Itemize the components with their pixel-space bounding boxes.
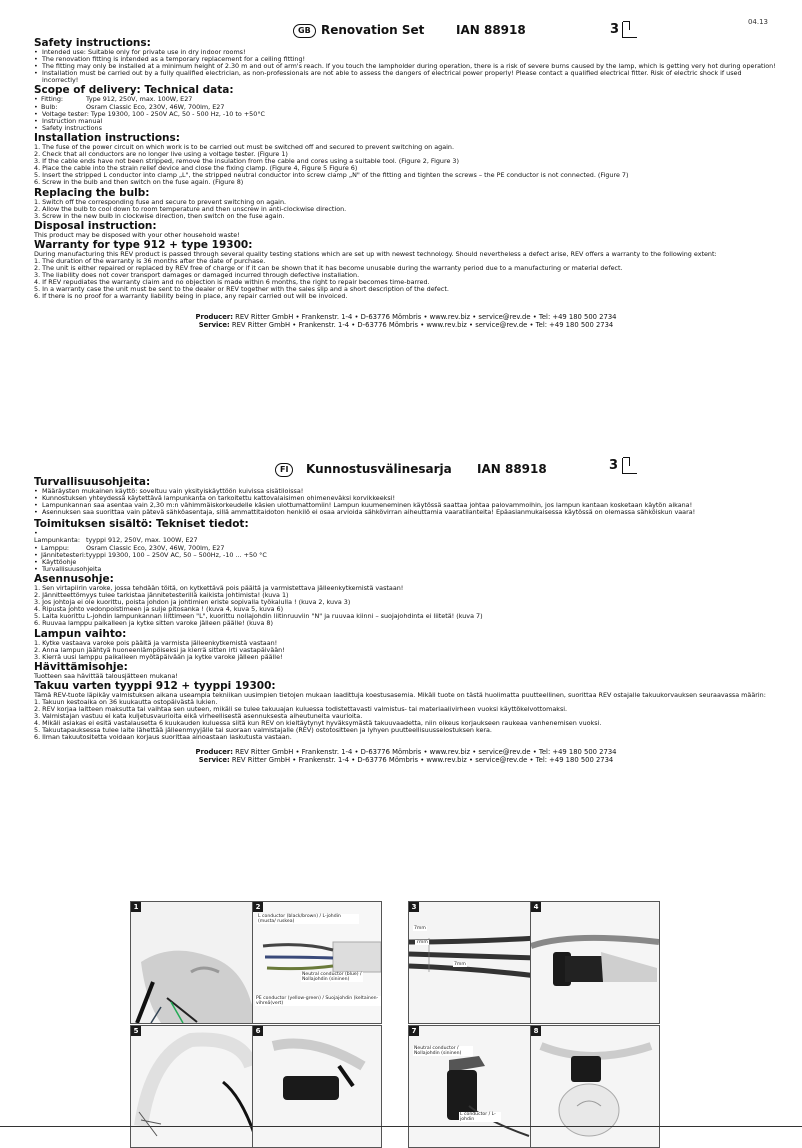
product-title-fi: Kunnostusvälinesarja (306, 462, 452, 476)
install-heading-fi: Asennusohje: (34, 572, 114, 585)
install-step: 6. Screw in the bulb and then switch on the fuse again. (Figure 8) (34, 178, 244, 187)
bottom-rule (0, 1126, 802, 1127)
figure-6-illustration (253, 1026, 381, 1147)
service-line (34, 321, 778, 329)
figure-number: 5 (131, 1026, 141, 1036)
install-step: 2. Check that all conductors are no longer live using a voltage tester. (Figure 1) (34, 150, 288, 159)
producer-line (34, 313, 778, 321)
install-step: 3. If the cable ends have not been stripped, remove the insulation from the cable and cores using a suitable tool. (Figure 2, Figure 3) (34, 157, 459, 166)
l-conductor-label: L conductor (black/brown) / L-johdin (musta/ ruskea) (257, 914, 359, 924)
figure-number: 2 (253, 902, 263, 912)
safety-item: • The fitting may only be installed at a minimum height of 2.30 m and out of arm's reach. If you touch the lampholder during operation, there is a risk of severe burns caused by the lamp, which is getting very hot during operation! (34, 63, 778, 70)
delivery-heading-fi: Toimituksen sisältö: Tekniset tiedot: (34, 518, 249, 531)
figure-4-illustration (531, 902, 659, 1023)
replace-step: 1. Switch off the corresponding fuse and secure to prevent switching on again. (34, 197, 287, 206)
safety-item: • Intended use: Suitable only for private use in dry indoor rooms! (34, 49, 778, 56)
page-corner-icon (622, 22, 637, 38)
disposal-heading-fi: Hävittämisohje: (34, 660, 128, 673)
figure-5-illustration (131, 1026, 259, 1147)
figure-number: 3 (409, 902, 419, 912)
page-number-en: 3 (610, 22, 620, 37)
warranty-heading-en: Warranty for type 912 + type 19300: (34, 238, 253, 251)
producer-block-fi (34, 748, 778, 764)
warranty-item: 4. Mikäli asiakas ei esitä vastalausetta 6 kuukauden kuluessa siitä kun REV on kieltäytynyt hyväksymästä takuuvaadetta, niin oikeus korjaukseen raukeaa vanhenemisen vuoksi. (34, 719, 602, 728)
warranty-intro: During manufacturing this REV product is passed through several quality testing stations which are set up with newest technology. Should nevertheless a defect arise, REV offers a warranty to the following extent: (34, 249, 717, 258)
warranty-heading-fi: Takuu varten tyyppi 912 + tyyppi 19300: (34, 679, 276, 692)
warranty-item: 5. In a warranty case the unit must be sent to the dealer or REV together with the sales slip and a short description of the defect. (34, 285, 449, 294)
page-corner-icon (622, 458, 637, 474)
service-label: Service: (198, 320, 230, 329)
delivery-item: • Voltage tester: Type 19300, 100 - 250V AC, 50 - 500 Hz, -10 to +50°C (34, 111, 778, 118)
figure-7 (408, 1025, 538, 1148)
replace-step: 1. Kytke vastaava varoke pois päältä ja varmista jälleenkytkemistä vastaan! (34, 638, 278, 647)
install-heading-en: Installation instructions: (34, 131, 180, 144)
delivery-value: tyyppi 19300, 100 – 250V AC, 50 – 500Hz, -10 ... +50 °C (86, 550, 267, 559)
service-label: Service: (198, 755, 230, 764)
delivery-item: • Instruction manual (34, 118, 778, 125)
install-step: 5. Laita kuorittu L-johdin lampunkannan liittimeen "L", kuorittu nollajohdin liitinruuviin "N" ja ruuvaa kiinni – suojajohdinta ei liitetä! (kuva 7) (34, 612, 483, 621)
delivery-item: • Käyttöohje (34, 559, 778, 566)
figure-3 (408, 901, 538, 1024)
strip-length-label: 7mm (416, 940, 428, 945)
safety-heading-en: Safety instructions: (34, 37, 151, 49)
strip-length-label: 7mm (454, 962, 466, 967)
figure-5 (130, 1025, 260, 1148)
producer-address: REV Ritter GmbH • Frankenstr. 1-4 • D-63776 Mömbris • www.rev.biz • service@rev.de • Tel: +49 180 500 2734 (235, 312, 617, 321)
warranty-item: 6. Ilman takuutositetta voidaan korjaus suorittaa ainoastaan laskutusta vastaan. (34, 733, 292, 742)
install-step: 6. Ruuvaa lamppu paikalleen ja kytke sitten varoke jälleen päälle! (kuva 8) (34, 619, 273, 628)
l-conductor-label: L conductor / L-johdin (459, 1112, 501, 1122)
safety-heading-fi: Turvallisuusohjeita: (34, 476, 151, 488)
replace-step: 2. Anna lampun jäähtyä huoneenlämpöiseksi ja kierrä sitten irti vastapäivään! (34, 645, 285, 654)
replace-heading-en: Replacing the bulb: (34, 186, 150, 199)
strip-length-label: 7mm (414, 926, 426, 931)
delivery-item: • Safety instructions (34, 125, 778, 132)
install-step: 1. Sen virtapiirin varoke, jossa tehdään töitä, on kytkettävä pois päältä ja varmistettava jälleenkytkemistä vastaan! (34, 583, 404, 592)
warranty-item: 1. Takuun kestoaika on 36 kuukautta ostopäivästä lukien. (34, 697, 218, 706)
replace-step: 3. Screw in the new bulb in clockwise direction, then switch on the fuse again. (34, 211, 285, 220)
safety-item: • Kunnostuksen yhteydessä käytettävä lampunkanta on tarkoitettu kattovalaisimen ohimeneväksi korvikkeeksi! (34, 495, 778, 502)
install-step: 5. Insert the stripped L conductor into clamp „L", the stripped neutral conductor into screw clamp „N" of the fitting and tighten the screws – the PE conductor is not connected. (Figure 7) (34, 171, 629, 180)
warranty-item: 6. If there is no proof for a warranty liability being in place, any repair carried out will be invoiced. (34, 292, 348, 301)
warranty-item: 2. The unit is either repaired or replaced by REV free of charge or if it can be shown that it has become unusable during the warranty period due to a manufacturing or material defect. (34, 264, 623, 273)
delivery-key: • Bulb: (34, 104, 86, 111)
delivery-key: • Fitting: (34, 96, 86, 103)
figure-6 (252, 1025, 382, 1148)
delivery-value: Osram Classic Eco, 230V, 46W, 700lm, E27 (86, 102, 225, 111)
service-address: REV Ritter GmbH • Frankenstr. 1-4 • D-63776 Mömbris • www.rev.biz • service@rev.de • Tel: +49 180 500 2734 (231, 320, 614, 329)
warranty-item: 2. REV korjaa laitteen maksutta tai vaihtaa sen uuteen, mikäli se tulee takuuajan kuluessa todistettavasti valmistus- tai materiaalivirheen vuoksi käyttökelvottomaksi. (34, 705, 568, 714)
figure-number: 7 (409, 1026, 419, 1036)
producer-label: Producer: (195, 312, 233, 321)
disposal-heading-en: Disposal instruction: (34, 219, 157, 232)
warranty-item: 3. The liability does not cover transport damages or damaged incurred through defective installation. (34, 271, 360, 280)
delivery-heading-en: Scope of delivery: Technical data: (34, 84, 234, 97)
producer-line (34, 748, 778, 756)
delivery-key: • Lampunkanta: (34, 530, 86, 544)
replace-step: 2. Allow the bulb to cool down to room temperature and then unscrew in anti-clockwise direction. (34, 204, 347, 213)
figure-8 (530, 1025, 660, 1148)
replace-step: 3. Kierrä uusi lamppu paikalleen myötäpäivään ja kytke varoke jälleen päälle! (34, 652, 283, 661)
delivery-item (34, 530, 778, 544)
warranty-intro: Tämä REV-tuote läpikäy valmistuksen aikana useampia tekniikan uusimpien tietojen mukaan laadittuja koestusasemia. Mikäli tuote on tästä huolimatta puutteellinen, suorittaa REV ostajalle takuukorvauksen seuraavassa määrin: (34, 690, 766, 699)
figure-1-illustration (131, 902, 259, 1023)
pe-conductor-label: PE conductor (yellow-green) / Suojajohdin (keltainen-vihreä(vert) (255, 996, 381, 1006)
figure-1 (130, 901, 260, 1024)
warranty-item: 4. If REV repudiates the warranty claim and no objection is made within 6 months, the right to repair becomes time-barred. (34, 278, 430, 287)
disposal-text: This product may be disposed with your other household waste! (34, 230, 240, 239)
delivery-value: tyyppi 912, 250V, max. 100W, E27 (86, 536, 198, 545)
finnish-section (34, 476, 778, 764)
warranty-item: 1. The duration of the warranty is 36 months after the date of purchase. (34, 256, 266, 265)
print-date: 04.13 (747, 18, 768, 26)
delivery-item (34, 552, 778, 559)
figure-7-illustration (409, 1026, 537, 1147)
install-step: 2. Jännitteettömyys tulee tarkistaa jännitetesterillä kaikista johtimista! (kuva 1) (34, 591, 289, 600)
english-section (34, 37, 778, 329)
warranty-item: 5. Takuutapauksessa tulee laite lähettää jälleenmyyjälle tai suoraan valmistajalle (REV) ostotositteen ja lyhyen puutteellisuusselostuksen kera. (34, 726, 492, 735)
delivery-value: Type 912, 250V, max. 100W, E27 (86, 95, 193, 104)
neutral-conductor-label: Neutral conductor (blue) / Nollajohdin (sininen) (302, 972, 362, 983)
delivery-key: • Jännitetesteri: (34, 552, 86, 559)
ian-number-en: IAN 88918 (456, 23, 526, 37)
figure-number: 4 (531, 902, 541, 912)
safety-item: • Lampunkannan saa asentaa vain 2,30 m:n vähimmäiskorkeudelle käsien ulottumattomiin! Lampun kuumeneminen käytössä saattaa johtaa palovammoihin, jos lampun kantaan kosketaan käytön aikana! (34, 502, 778, 509)
producer-address: REV Ritter GmbH • Frankenstr. 1-4 • D-63776 Mömbris • www.rev.biz • service@rev.de • Tel: +49 180 500 2734 (235, 747, 617, 756)
figure-8-illustration (531, 1026, 659, 1147)
install-step: 3. Jos johtoja ei ole kuorittu, poista johdon ja johtimien eriste sopivalla työkalulla ! (kuva 2, kuva 3) (34, 598, 351, 607)
figure-4 (530, 901, 660, 1024)
replace-heading-fi: Lampun vaihto: (34, 627, 127, 640)
delivery-value: Osram Classic Eco, 230V, 46W, 700lm, E27 (86, 543, 225, 552)
figure-2 (252, 901, 382, 1024)
install-step: 1. The fuse of the power circuit on which work is to be carried out must be switched off and secured to prevent switching on again. (34, 142, 454, 151)
producer-block-en (34, 313, 778, 329)
neutral-conductor-label: Neutral conductor / Nollajohdin (sininen) (413, 1046, 473, 1056)
disposal-text: Tuotteen saa hävittää talousjätteen mukana! (34, 671, 178, 680)
safety-item: • Määräysten mukainen käyttö: soveltuu vain yksityiskäyttöön kuivissa sisätiloissa! (34, 488, 778, 495)
figure-number: 8 (531, 1026, 541, 1036)
safety-item: • Asennuksen saa suorittaa vain pätevä sähköasentaja, sillä ammattitaidoton henkilö ei osaa arvioida sähkövirran aiheuttamia vaaratilanteita! Epäasianmukaisessa käytössä on olemassa sähköiskun vaara! (34, 509, 778, 516)
install-step: 4. Place the cable into the strain relief device and close the fixing clamp. (Figure 4, Figure 5 Figure 6) (34, 164, 358, 173)
country-code-fi: FI (275, 463, 293, 477)
delivery-item: • Turvallisuusohjeita (34, 566, 778, 573)
page-number-fi: 3 (609, 458, 619, 473)
service-line (34, 756, 778, 764)
country-code-gb: GB (293, 24, 316, 38)
delivery-key: • Lamppu: (34, 545, 86, 552)
figure-number: 6 (253, 1026, 263, 1036)
install-step: 4. Ripusta johto vedonpoistimeen ja sulje pitosanka ! (kuva 4, kuva 5, kuva 6) (34, 605, 284, 614)
product-title-en: Renovation Set (321, 23, 425, 37)
service-address: REV Ritter GmbH • Frankenstr. 1-4 • D-63776 Mömbris • www.rev.biz • service@rev.de • Tel: +49 180 500 2734 (231, 755, 614, 764)
ian-number-fi: IAN 88918 (477, 462, 547, 476)
safety-item: • Installation must be carried out by a fully qualified electrician, as non-professionals are not able to assess the dangers of electrical power properly! Please contact a qualified electrical fitter. Risk of electric shock if used incorrectly! (34, 70, 778, 84)
figure-3-illustration (409, 902, 537, 1023)
safety-item: • The renovation fitting is intended as a temporary replacement for a ceiling fitting! (34, 56, 778, 63)
producer-label: Producer: (195, 747, 233, 756)
warranty-item: 3. Valmistajan vastuu ei kata kuljetusvaurioita eikä virheellisestä asennuksesta aiheutuneita vaurioita. (34, 712, 363, 721)
figure-number: 1 (131, 902, 141, 912)
